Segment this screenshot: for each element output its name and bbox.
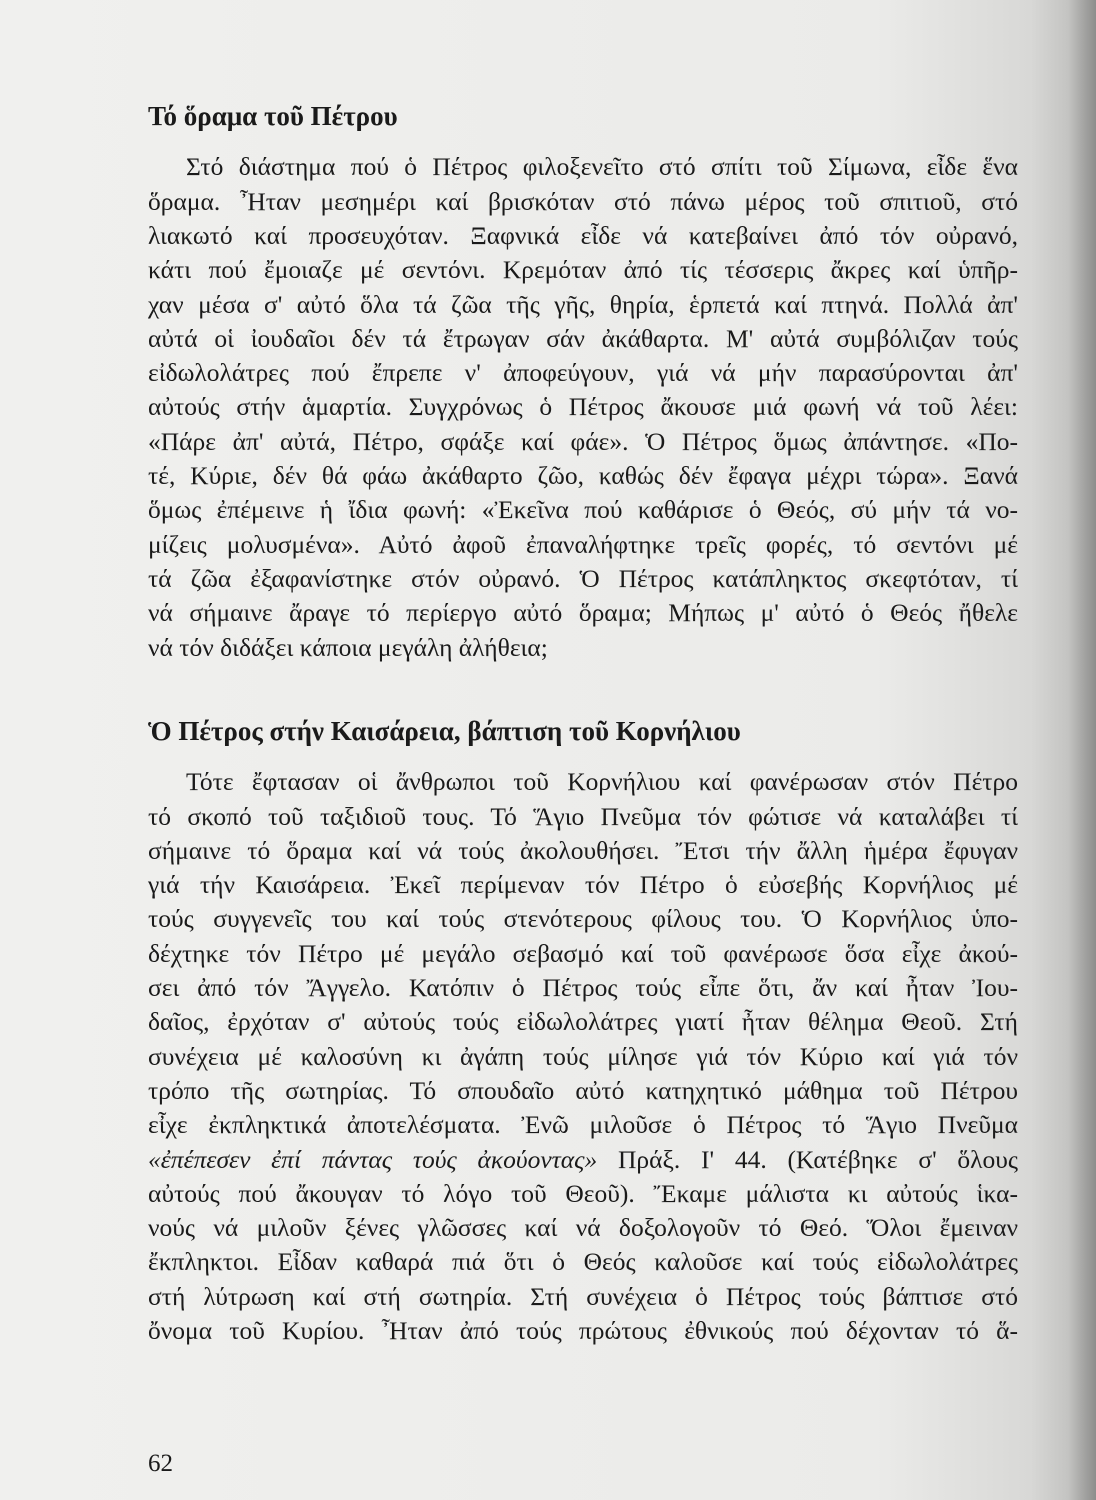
text-column: [148, 88, 1018, 1348]
text-line: σει ἀπό τόν Ἄγγελο. Κατόπιν ὁ Πέτρος τούς εἶπε ὅτι, ἄν καί ἦταν Ἰου-: [148, 973, 1018, 1003]
text-line: λιακωτό καί προσευχόταν. Ξαφνικά εἶδε νά κατεβαίνει ἀπό τόν οὐρανό,: [148, 220, 1018, 250]
text-line: αὐτά οἱ ἰουδαῖοι δέν τά ἔτρωγαν σάν ἀκάθαρτα. Μ' αὐτά συμβόλιζαν τούς: [148, 323, 1018, 353]
text-line: νά τόν διδάξει κάποια μεγάλη ἀλήθεια;: [148, 632, 548, 662]
scripture-quote: «ἐπέπεσεν ἐπί πάντας τούς ἀκούοντας»: [148, 1144, 598, 1174]
section-heading-vision: Τό ὅραμα τοῦ Πέτρου: [148, 101, 398, 131]
text-line: συνέχεια μέ καλοσύνη κι ἀγάπη τούς μίλησε γιά τόν Κύριο καί γιά τόν: [148, 1041, 1018, 1071]
text-line: Στό διάστημα πού ὁ Πέτρος φιλοξενεῖτο στό σπίτι τοῦ Σίμωνα, εἶδε ἕνα: [186, 152, 1018, 182]
text-line-quote: [148, 1143, 1018, 1177]
text-line: «Πάρε ἀπ' αὐτά, Πέτρο, σφάξε καί φάε». Ὁ Πέτρος ὅμως ἀπάντησε. «Πο-: [148, 426, 1018, 456]
text-line: ὄνομα τοῦ Κυρίου. Ἦταν ἀπό τούς πρώτους ἐθνικούς πού δέχονταν τό ἅ-: [148, 1315, 1018, 1345]
text-line: κάτι πού ἔμοιαζε μέ σεντόνι. Κρεμόταν ἀπό τίς τέσσερις ἄκρες καί ὑπῆρ-: [148, 255, 1018, 285]
text-line: Τότε ἔφτασαν οἱ ἄνθρωποι τοῦ Κορνήλιου καί φανέρωσαν στόν Πέτρο: [186, 767, 1018, 797]
text-line: σήμαινε τό ὅραμα καί νά τούς ἀκολουθήσει. Ἔτσι τήν ἄλλη ἡμέρα ἔφυγαν: [148, 835, 1018, 865]
page-edge-shadow: [1068, 0, 1096, 1500]
text-line: τά ζῶα ἐξαφανίστηκε στόν οὐρανό. Ὁ Πέτρος κατάπληκτος σκεφτόταν, τί: [148, 563, 1018, 593]
text-line: μίζεις μολυσμένα». Αὐτό ἀφοῦ ἐπαναλήφτηκε τρεῖς φορές, τό σεντόνι μέ: [148, 529, 1018, 559]
text-line: τούς συγγενεῖς του καί τούς στενότερους φίλους του. Ὁ Κορνήλιος ὑπο-: [148, 904, 1018, 934]
text-line: τρόπο τῆς σωτηρίας. Τό σπουδαῖο αὐτό κατηχητικό μάθημα τοῦ Πέτρου: [148, 1075, 1018, 1105]
text-line: τέ, Κύριε, δέν θά φάω ἀκάθαρτο ζῶο, καθώς δέν ἔφαγα μέχρι τώρα». Ξανά: [148, 461, 1018, 491]
scripture-reference: Πράξ. Ι' 44. (Κατέβηκε σ' ὅλους: [597, 1144, 1018, 1174]
text-line: εἰδωλολάτρες πού ἔπρεπε ν' ἀποφεύγουν, γιά νά μήν παρασύρονται ἀπ': [148, 358, 1018, 388]
text-line: ἔκπληκτοι. Εἶδαν καθαρά πιά ὅτι ὁ Θεός καλοῦσε καί τούς εἰδωλολάτρες: [148, 1247, 1018, 1277]
text-line: δαῖος, ἐρχόταν σ' αὐτούς τούς εἰδωλολάτρες γιατί ἦταν θέλημα Θεοῦ. Στή: [148, 1007, 1018, 1037]
section-heading-caesarea: Ὁ Πέτρος στήν Καισάρεια, βάπτιση τοῦ Κορνήλιου: [148, 715, 741, 746]
text-line: στή λύτρωση καί στή σωτηρία. Στή συνέχεια ὁ Πέτρος τούς βάπτισε στό: [148, 1281, 1018, 1311]
paragraph-caesarea: [148, 765, 1018, 1348]
text-line: νά σήμαινε ἄραγε τό περίεργο αὐτό ὅραμα; Μήπως μ' αὐτό ὁ Θεός ἤθελε: [148, 598, 1018, 628]
text-line: τό σκοπό τοῦ ταξιδιοῦ τους. Τό Ἅγιο Πνεῦμα τόν φώτισε νά καταλάβει τί: [148, 801, 1018, 831]
text-line: αὐτούς πού ἄκουγαν τό λόγο τοῦ Θεοῦ). Ἔκαμε μάλιστα κι αὐτούς ἱκα-: [148, 1178, 1018, 1208]
text-line: εἶχε ἐκπληκτικά ἀποτελέσματα. Ἐνῶ μιλοῦσε ὁ Πέτρος τό Ἅγιο Πνεῦμα: [148, 1110, 1018, 1140]
text-line: νούς νά μιλοῦν ξένες γλῶσσες καί νά δοξολογοῦν τό Θεό. Ὅλοι ἔμειναν: [148, 1213, 1018, 1243]
text-line: ὅραμα. Ἦταν μεσημέρι καί βρισκόταν στό πάνω μέρος τοῦ σπιτιοῦ, στό: [148, 186, 1018, 216]
text-line: ὅμως ἐπέμεινε ἡ ἴδια φωνή: «Ἐκεῖνα πού καθάρισε ὁ Θεός, σύ μήν τά νο-: [148, 495, 1018, 525]
paragraph-vision: [148, 150, 1018, 664]
page-number: 62: [148, 1450, 173, 1477]
text-line: γιά τήν Καισάρεια. Ἐκεῖ περίμεναν τόν Πέτρο ὁ εὐσεβής Κορνήλιος μέ: [148, 870, 1018, 900]
text-line: αὐτούς στήν ἁμαρτία. Συγχρόνως ὁ Πέτρος ἄκουσε μιά φωνή νά τοῦ λέει:: [148, 392, 1018, 422]
text-line: δέχτηκε τόν Πέτρο μέ μεγάλο σεβασμό καί τοῦ φανέρωσε ὅσα εἶχε ἀκού-: [148, 938, 1018, 968]
text-line: χαν μέσα σ' αὐτό ὅλα τά ζῶα τῆς γῆς, θηρία, ἑρπετά καί πτηνά. Πολλά ἀπ': [148, 289, 1018, 319]
